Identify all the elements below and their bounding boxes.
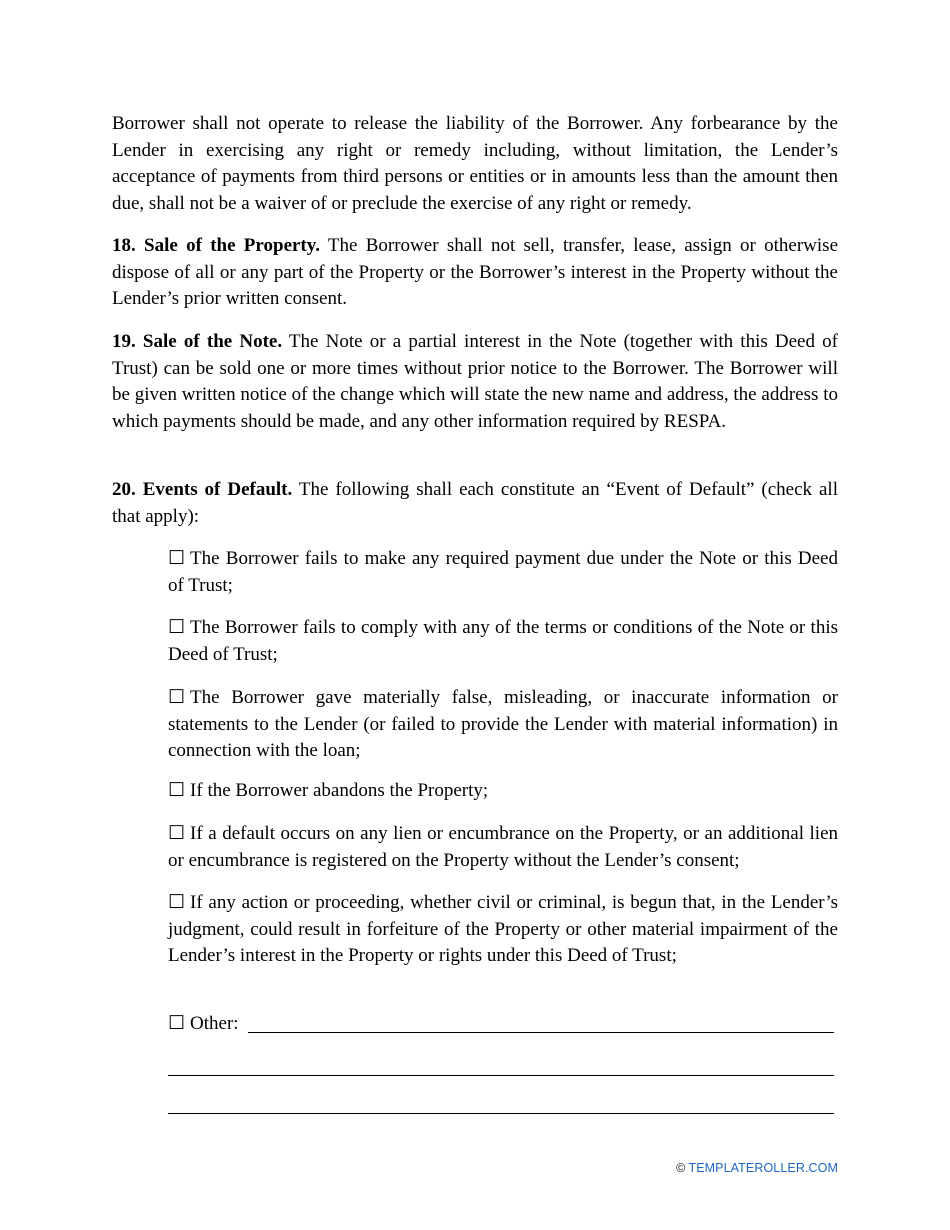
section-19 [112, 329, 838, 435]
default-option-proceeding [168, 890, 838, 970]
blank-line[interactable] [168, 1113, 834, 1114]
checkbox-icon[interactable]: ☐ [168, 548, 186, 569]
option-text: The Borrower fails to make any required payment due under the Note or this Deed of Trust; [168, 548, 838, 596]
section-18 [112, 233, 838, 313]
checkbox-icon[interactable]: ☐ [168, 1013, 186, 1034]
default-option-abandon [168, 778, 838, 805]
section-20 [112, 477, 838, 530]
default-option-false-info [168, 685, 838, 765]
footer-brand-link[interactable]: TEMPLATEROLLER.COM [688, 1161, 838, 1175]
other-input-line[interactable] [248, 1032, 834, 1033]
default-option-lien [168, 821, 838, 874]
default-option-comply [168, 615, 838, 668]
checkbox-icon[interactable]: ☐ [168, 687, 186, 708]
option-text: If any action or proceeding, whether civil or criminal, is begun that, in the Lender’s judgment, could result in forfeiture of the Property or other material impairment of the Lender’s interest in the Property or rights under this Deed of Trust; [168, 892, 838, 966]
checkbox-icon[interactable]: ☐ [168, 892, 186, 913]
section-18-body: The Borrower shall not sell, transfer, lease, assign or otherwise dispose of all or any part of the Property or the Borrower’s interest in the Property without the Lender’s prior written consent. [112, 235, 838, 309]
option-text: If a default occurs on any lien or encumbrance on the Property, or an additional lien or encumbrance is registered on the Property without the Lender’s consent; [168, 823, 838, 871]
section-19-body: The Note or a partial interest in the Note (together with this Deed of Trust) can be sold one or more times without prior notice to the Borrower. The Borrower will be given written notice of the change which will state the new name and address, the address to which payments should be made, and any other information required by RESPA. [112, 331, 838, 432]
default-option-other [168, 1011, 838, 1038]
section-20-body: The following shall each constitute an “Event of Default” (check all that apply): [112, 479, 838, 527]
section-18-heading: 18. Sale of the Property. [112, 235, 320, 256]
copyright-symbol: © [676, 1161, 686, 1175]
paragraph-forbearance: Borrower shall not operate to release the liability of the Borrower. Any forbearance by the Lender in exercising any right or remedy including, without limitation, the Lender’s acceptance of payments from third persons or entities or in amounts less than the amount then due, shall not be a waiver of or preclude the exercise of any right or remedy. [112, 113, 838, 214]
default-option-payment [168, 546, 838, 599]
option-text: The Borrower fails to comply with any of the terms or conditions of the Note or this Deed of Trust; [168, 617, 838, 665]
option-text: If the Borrower abandons the Property; [190, 780, 489, 801]
checkbox-icon[interactable]: ☐ [168, 617, 186, 638]
checkbox-icon[interactable]: ☐ [168, 780, 186, 801]
other-label: Other: [190, 1013, 239, 1034]
checkbox-icon[interactable]: ☐ [168, 823, 186, 844]
footer-credit [676, 1155, 838, 1182]
section-20-heading: 20. Events of Default. [112, 479, 293, 500]
section-19-heading: 19. Sale of the Note. [112, 331, 283, 352]
blank-line[interactable] [168, 1075, 834, 1076]
option-text: The Borrower gave materially false, misleading, or inaccurate information or statements to the Lender (or failed to provide the Lender with material information) in connection with the loan; [168, 687, 838, 761]
